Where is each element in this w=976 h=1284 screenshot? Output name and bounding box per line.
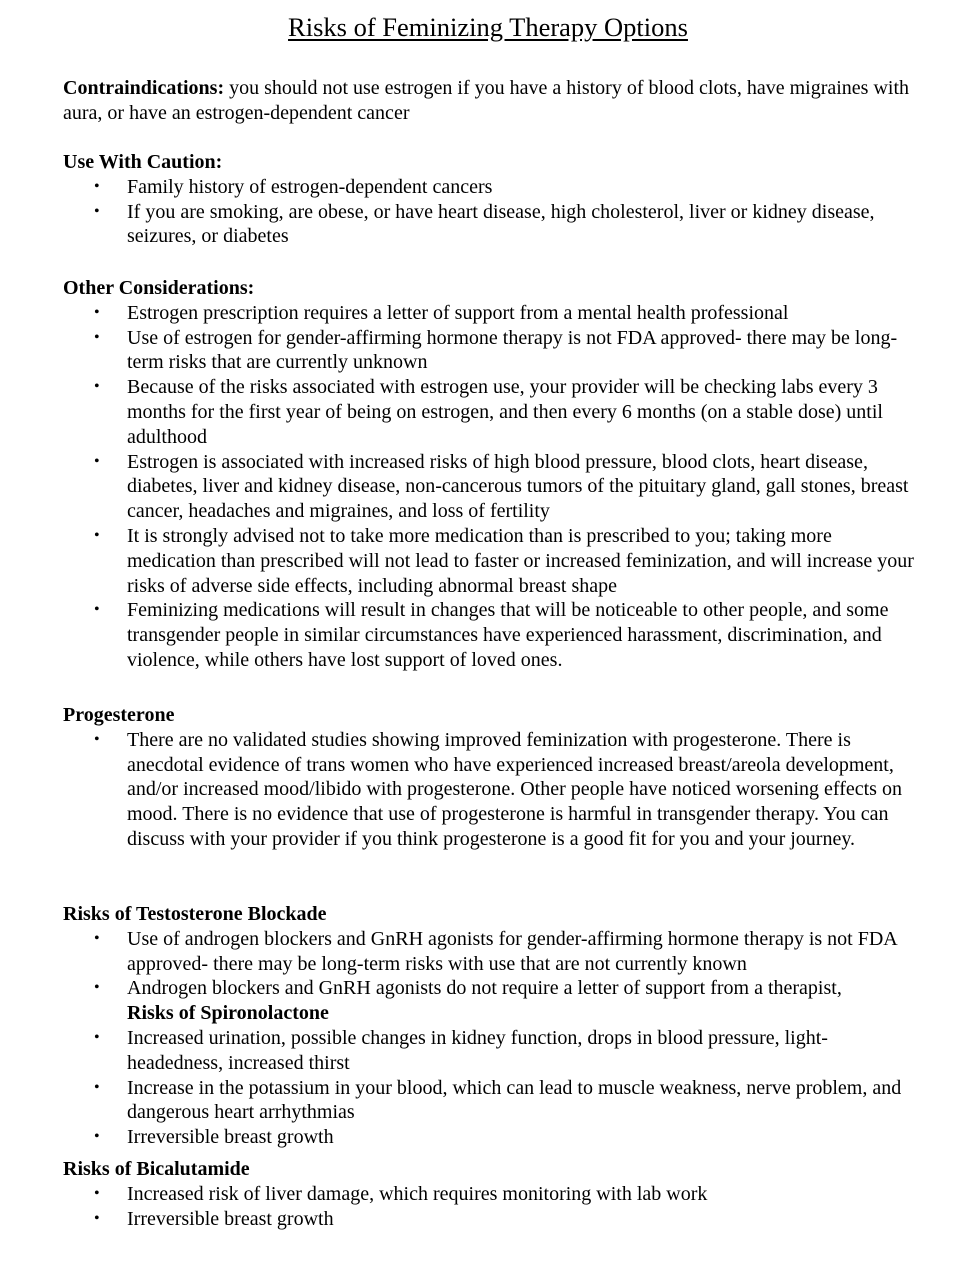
section-heading: Risks of Bicalutamide (63, 1158, 250, 1180)
bullet-icon: • (94, 328, 100, 346)
bullet-list (63, 927, 918, 1150)
bullet-icon: • (94, 303, 100, 321)
bullet-icon: • (94, 202, 100, 220)
bullet-icon: • (94, 1209, 100, 1227)
list-item: • Because of the risks associated with estrogen use, your provider will be checking labs every 3 months for the first year of being on estrogen, and then every 6 months (on a stable dose) until adulthood (94, 376, 883, 448)
contraindications-text: you should not use estrogen if you have a history of blood clots, have migraines with aura, or have an estrogen-dependent cancer (63, 77, 910, 124)
list-item: • Androgen blockers and GnRH agonists do not require a letter of support from a therapist, Risks of Spironolactone (94, 977, 842, 1025)
list-item: • There are no validated studies showing improved feminization with progesterone. There is anecdotal evidence of trans women who have experienced increased breast/areola development, and/or increased mood/libido with progesterone. Other people have noticed worsening effects on mood. There is no evidence that use of progesterone is harmful in transgender therapy. You can discuss with your provider if you think progesterone is a good fit for you and your journey. (94, 728, 902, 850)
list-item: • Increase in the potassium in your blood, which can lead to muscle weakness, nerve problem, and dangerous heart arrhythmias (94, 1076, 902, 1124)
section-heading: Progesterone (63, 704, 175, 726)
bullet-icon: • (94, 1028, 100, 1046)
contraindications-paragraph (63, 76, 918, 126)
list-item: • If you are smoking, are obese, or have heart disease, high cholesterol, liver or kidney disease, seizures, or diabetes (94, 200, 875, 248)
bicalutamide-section (63, 1157, 918, 1231)
bullet-icon: • (94, 730, 100, 748)
bullet-icon: • (94, 601, 100, 619)
bullet-list (63, 1182, 918, 1232)
list-item: • Estrogen prescription requires a letter of support from a mental health professional (94, 301, 789, 324)
use-with-caution-section (63, 150, 918, 249)
other-considerations-section (63, 276, 918, 673)
bullet-list (63, 728, 918, 852)
list-item: • Increased urination, possible changes in kidney function, drops in blood pressure, light-headedness, increased thirst (94, 1026, 828, 1074)
spironolactone-subheading: Risks of Spironolactone (127, 1002, 329, 1025)
contraindications-label: Contraindications: (63, 77, 225, 99)
bullet-icon: • (94, 929, 100, 947)
list-item: • It is strongly advised not to take more medication than is prescribed to you; taking more medication than prescribed will not lead to faster or increased feminization, and will increase your risks of adverse side effects, including abnormal breast shape (94, 524, 914, 597)
list-item: • Feminizing medications will result in changes that will be noticeable to other people, and some transgender people in similar circumstances have experienced harassment, discrimination, and violence, while others have lost support of loved ones. (94, 599, 889, 671)
list-item: • Use of androgen blockers and GnRH agonists for gender-affirming hormone therapy is not FDA approved- there may be long-term risks with use that are not currently known (94, 927, 897, 975)
list-item: • Irreversible breast growth (94, 1207, 334, 1230)
list-item: • Estrogen is associated with increased risks of high blood pressure, blood clots, heart disease, diabetes, liver and kidney disease, non-cancerous tumors of the pituitary gland, gall stones, breast cancer, headaches and migraines, and loss of fertility (94, 450, 909, 523)
bullet-icon: • (94, 1184, 100, 1202)
bullet-icon: • (94, 378, 100, 396)
bullet-icon: • (94, 979, 100, 997)
list-item: • Use of estrogen for gender-affirming hormone therapy is not FDA approved- there may be long-term risks that are currently unknown (94, 326, 898, 374)
bullet-icon: • (94, 452, 100, 470)
section-heading: Use With Caution: (63, 151, 223, 173)
bullet-icon: • (94, 526, 100, 544)
bullet-icon: • (94, 1128, 100, 1146)
bullet-icon: • (94, 177, 100, 195)
section-heading: Risks of Testosterone Blockade (63, 903, 327, 925)
bullet-list (63, 175, 918, 249)
list-item: • Family history of estrogen-dependent cancers (94, 175, 493, 198)
section-heading: Other Considerations: (63, 277, 255, 299)
progesterone-section (63, 703, 918, 852)
testosterone-blockade-section (63, 902, 918, 1150)
bullet-icon: • (94, 1078, 100, 1096)
list-item: • Irreversible breast growth (94, 1126, 334, 1149)
page-title: Risks of Feminizing Therapy Options (288, 12, 688, 42)
bullet-list (63, 301, 918, 673)
list-item: • Increased risk of liver damage, which requires monitoring with lab work (94, 1182, 708, 1205)
